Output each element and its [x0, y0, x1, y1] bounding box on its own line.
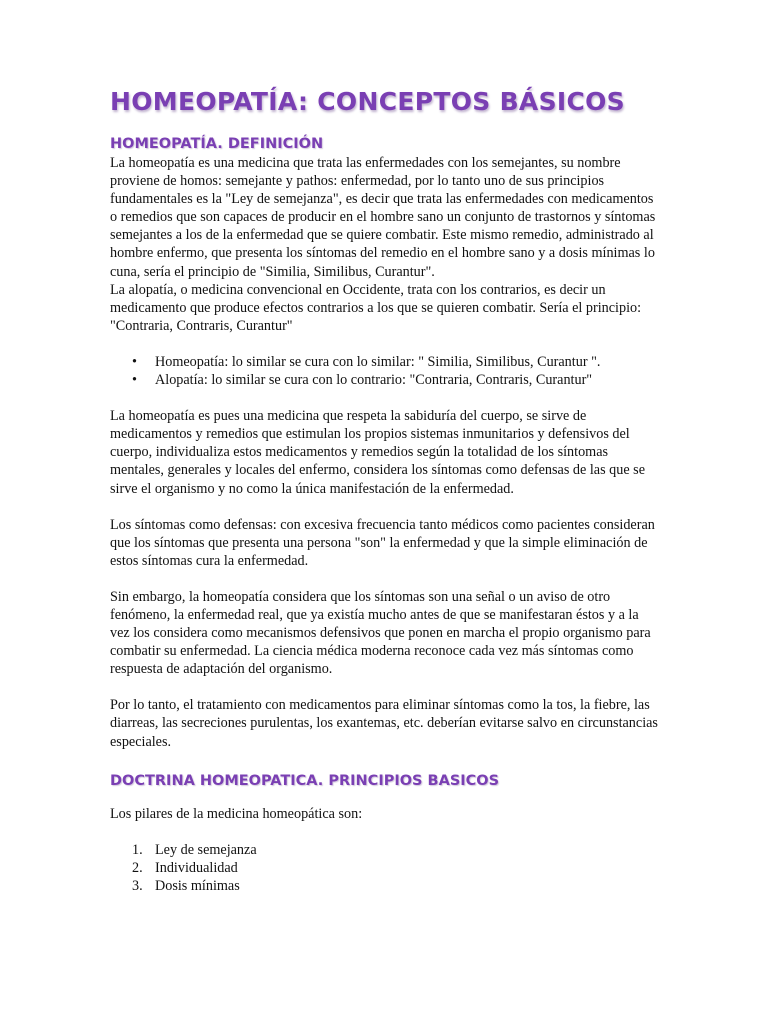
- paragraph-definicion: La homeopatía es una medicina que trata las enfermedades con los semejantes, su nombre proviene de homos: semejante y pathos: enfermedad, por lo tanto uno de sus principios fundamentales es la "Ley de semejanza", es decir que trata las enfermedades con medicamentos o remedios que son capaces de producir en el hombre sano un conjunto de trastornos y síntomas semejantes a los de la enfermedad que se quiere combatir. Este mismo remedio, administrado al hombre enfermo, que presenta los síntomas del remedio en el hombre sano y a dosis mínimas lo cuna, sería el principio de "Similia, Similibus, Curantur".: [110, 155, 656, 280]
- bullet-item-alopatia: [110, 371, 660, 389]
- list-number: 2.: [132, 859, 143, 876]
- list-item-text: Ley de semejanza: [155, 841, 257, 858]
- paragraph-pilares: Los pilares de la medicina homeopática son:: [110, 805, 363, 822]
- list-number: 1.: [132, 841, 143, 858]
- document-page: [110, 84, 660, 895]
- list-item: [110, 877, 660, 895]
- bullet-icon: •: [132, 372, 137, 389]
- paragraph-sintomas-defensas: Los síntomas como defensas: con excesiva frecuencia tanto médicos como pacientes consideran que los síntomas que presenta una persona "son" la enfermedad y que la simple eliminación de estos síntomas cura la enfermedad.: [110, 516, 655, 569]
- section-heading-definicion: HOMEOPATÍA. DEFINICIÓN: [110, 136, 324, 152]
- list-number: 3.: [132, 877, 143, 894]
- list-item: [110, 841, 660, 859]
- list-item-text: Individualidad: [155, 859, 238, 876]
- paragraph-sin-embargo: Sin embargo, la homeopatía considera que los síntomas son una señal o un aviso de otro fenómeno, la enfermedad real, que ya existía mucho antes de que se manifestaran éstos y a la vez los considera como mecanismos defensivos que ponen en marcha el propio organismo para combatir su enfermedad. La ciencia médica moderna reconoce cada vez más síntomas como respuesta de adaptación del organismo.: [110, 588, 651, 678]
- document-title: HOMEOPATÍA: CONCEPTOS BÁSICOS: [110, 87, 625, 116]
- bullet-text: Alopatía: lo similar se cura con lo contrario: "Contraria, Contraris, Curantur": [155, 372, 593, 389]
- paragraph-tratamiento: Por lo tanto, el tratamiento con medicamentos para eliminar síntomas como la tos, la fiebre, las diarreas, las secreciones purulentas, los exantemas, etc. deberían evitarse salvo en circunstancias especiales.: [110, 697, 658, 750]
- list-item: [110, 859, 660, 877]
- section-heading-doctrina: DOCTRINA HOMEOPATICA. PRINCIPIOS BASICOS: [110, 772, 500, 789]
- paragraph-sabiduria: La homeopatía es pues una medicina que respeta la sabiduría del cuerpo, se sirve de medicamentos y remedios que estimulan los propios sistemas inmunitarios y defensivos del cuerpo, individualiza estos medicamentos y remedios según la totalidad de los síntomas mentales, generales y locales del enfermo, considera los síntomas como defensas de las que se sirve el organismo y no como la única manifestación de la enfermedad.: [110, 408, 646, 497]
- list-item-text: Dosis mínimas: [155, 877, 240, 894]
- principles-numbered-list: [110, 841, 660, 895]
- bullet-icon: •: [132, 353, 137, 370]
- bullet-text: Homeopatía: lo similar se cura con lo similar: " Similia, Similibus, Curantur ".: [155, 353, 601, 370]
- paragraph-alopatia: La alopatía, o medicina convencional en Occidente, trata con los contrarios, es decir un medicamento que produce efectos contrarios a los que se quieren combatir. Sería el principio: "Contraria, Contraris, Curantur": [110, 281, 642, 334]
- comparison-bullet-list: [110, 353, 660, 389]
- bullet-item-homeopatia: [110, 353, 660, 371]
